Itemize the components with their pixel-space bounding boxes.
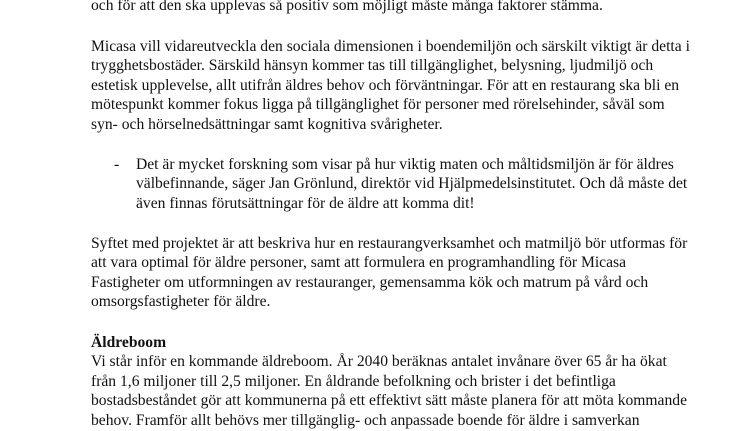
paragraph3-line-3: bostadsbeståndet gör att kommunerna på ett effektivt sätt måste planera för att möta kommande bbox=[91, 392, 687, 409]
paragraph3-line-2: från 1,6 miljoner till 2,5 miljoner. En åldrande befolkning och brister i det befintliga bbox=[91, 373, 616, 390]
top-fragment-line: och för att den ska upplevas så positiv som möjligt måste många faktorer stämma. bbox=[91, 0, 603, 14]
paragraph2-line-3: Fastigheter om utformningen av restauranger, gemensamma kök och matrum på vård och bbox=[91, 274, 649, 291]
quote-line-2: välbefinnande, säger Jan Grönlund, direktör vid Hjälpmedelsinstitutet. Och då måste det bbox=[136, 175, 688, 192]
paragraph1-line-2: trygghetsbostäder. Särskild hänsyn kommer tas till tillgänglighet, belysning, ljudmiljö och bbox=[91, 57, 654, 74]
paragraph2-line-2: att vara optimal för äldre personer, samt att formulera en programhandling för Micasa bbox=[91, 254, 626, 271]
paragraph1-line-4: mötespunkt kommer fokus ligga på tillgänglighet för personer med rörelsehinder, såväl som bbox=[91, 96, 665, 113]
quote-line-1: Det är mycket forskning som visar på hur viktig maten och måltidsmiljön är för äldres bbox=[136, 156, 674, 173]
section-heading: Äldreboom bbox=[91, 334, 167, 351]
quote-dash-marker: - bbox=[114, 156, 120, 173]
quote-line-3: även finnas förutsättningar för de äldre att komma dit! bbox=[136, 195, 475, 212]
paragraph3-line-1: Vi står inför en kommande äldreboom. År 2040 beräknas antalet invånare över 65 år ha ökat bbox=[91, 353, 667, 370]
paragraph3-line-4: behov. Framför allt behövs mer tillgänglig- och anpassade boende för äldre i samverkan bbox=[91, 412, 640, 429]
paragraph1-line-5: syn- och hörselnedsättningar samt kognitiva svårigheter. bbox=[91, 116, 443, 133]
paragraph1-line-3: estetisk upplevelse, allt utifrån äldres behov och förväntningar. För att en restaurang ska bli en bbox=[91, 77, 680, 94]
paragraph2-line-4: omsorgsfastigheter för äldre. bbox=[91, 293, 271, 310]
paragraph2-line-1: Syftet med projektet är att beskriva hur en restaurangverksamhet och matmiljö bör utformas för bbox=[91, 235, 688, 252]
paragraph1-line-1: Micasa vill vidareutveckla den sociala dimensionen i boendemiljön och särskilt viktigt är detta i bbox=[91, 38, 690, 55]
